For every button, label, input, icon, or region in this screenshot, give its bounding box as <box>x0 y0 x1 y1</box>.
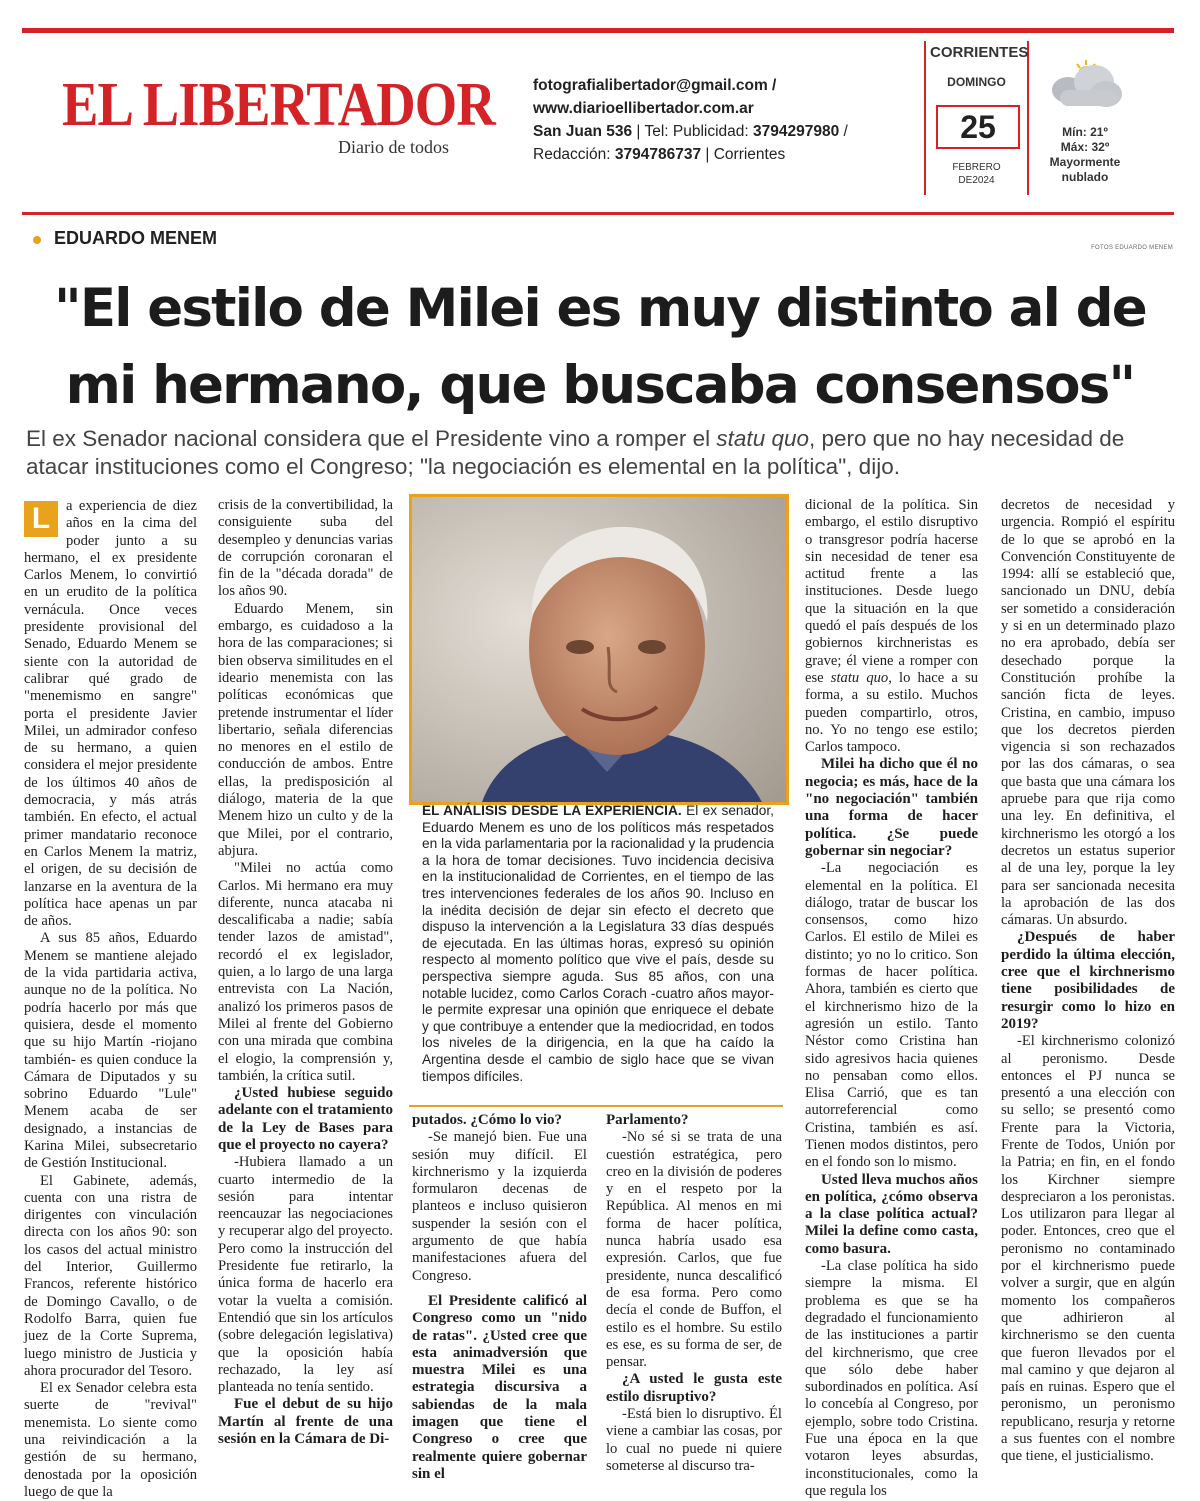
paragraph: -Se manejó bien. Fue una sesión muy difícil. El kirchnerismo y la izquierda formularon decenas de planteos e incluso quisieron suspender la sesión con el argumento de que había manifestaciones afuera del Congreso. <box>412 1129 587 1284</box>
date-city: CORRIENTES <box>930 44 1029 61</box>
paragraph: A sus 85 años, Eduardo Menem se mantiene alejado de la vida partidaria activa, aunque no de la política. No podría hacerlo por más que quisiera, desde el momento que su hijo Martín -riojano también- es quien conduce la Cámara de Diputados y su sobrino Eduardo "Lule" Menem acaba de ser designado, a instancias de Karina Milei, subsecretario de Gestión Institucional. <box>24 930 197 1172</box>
paragraph-part: , lo hace a su forma, a su estilo. Muchos pueden compartirlo, otros, no. Yo no tengo ese estilo; Carlos tampoco. <box>805 669 978 756</box>
article-column-1 <box>24 497 197 1501</box>
contact-redaccion-number: 3794786737 <box>614 146 702 163</box>
paragraph: -Está bien lo disruptivo. Él viene a cambiar las cosas, por lo cual no puede ni quiere someterse al discurso tra- <box>606 1406 782 1474</box>
paragraph: "Milei no actúa como Carlos. Mi hermano era muy diferente, nunca atacaba ni descalificaba a nadie; sabía tender lazos de amistad", recordó el ex legislador, quien, a lo largo de una larga entrevista con La Nación, analizó los primeros pasos de Milei al frente del Gobierno con una mirada que combina el elogio, la comprensión y, también, la crítica sutil. <box>218 860 393 1084</box>
article-column-3 <box>412 1112 587 1483</box>
interview-question: El Presidente calificó al Congreso como un "nido de ratas". ¿Usted cree que esta animadversión que muestra Milei es una estrategia discursiva a sabiendas de la mala imagen que tiene el Congreso o cree que realmente quiere gobernar sin el <box>412 1292 587 1482</box>
paragraph: -El kirchnerismo colonizó al peronismo. Desde entonces el PJ nunca se presentó a una elección con su sello; se presentó como Frente para la Victoria, Frente de Todos, Unión por la Patria; en fin, en el fondo los Kirchner siempre despreciaron a los peronistas. Los utilizaron para llegar al poder. Entonces, creo que el peronismo no contaminado por el kirchnerismo puede volver a surgir, que en algún momento los compañeros que adhirieron al kirchnerismo se den cuenta que fueron llevados por el mal camino y que dejaron al país en ruinas. Espero que el peronismo, un peronismo republicano, resurja y retorne a sus fuentes con el nombre que tiene, el justicialismo. <box>1001 1033 1175 1465</box>
masthead-bottom-rule <box>22 212 1174 215</box>
paragraph: decretos de necesidad y urgencia. Rompió el espíritu de lo que se aprobó en la Convención Constituyente de 1994: allí se estableció que, sancionado un DNU, debía ser sometido a consideración y si en un determinado plazo no era aprobado, debía ser desechado porque la Constitución prohíbe la sanción ficta de leyes. Cristina, en cambio, impuso que los decretos pierden vigencia si son rechazados por las dos cámaras, o sea que basta que una cámara los apruebe para que rija como una ley. En definitiva, el kirchnerismo les otorgó a los decretos un estatus superior al de una ley, porque la ley para ser sancionada necesita la aprobación de las dos cámaras. Un absurdo. <box>1001 497 1175 929</box>
contact-tel-label: | Tel: Publicidad: <box>636 123 749 140</box>
contact-website[interactable]: www.diarioellibertador.com.ar <box>533 100 754 117</box>
subhead-italic: statu quo <box>716 426 809 451</box>
weather-min: Mín: 21º <box>1062 125 1108 139</box>
drop-cap: L <box>24 501 58 537</box>
paragraph: -Hubiera llamado a un cuarto intermedio de la sesión para intentar reencauzar las negociaciones y recuperar algo del proyecto. Pero como la instrucción del Presidente fue retirarlo, la única forma de hacerlo era votar la vuelta a comisión. Entendió que sin los artículos (sobre delegación legislativa) que la oposición había rechazado, la ley así planteada no tenía sentido. <box>218 1154 393 1396</box>
section-label[interactable]: EDUARDO MENEM <box>54 228 218 248</box>
contact-redaccion-suffix: | Corrientes <box>705 146 786 163</box>
contact-address: San Juan 536 <box>533 123 633 140</box>
contact-email[interactable]: fotografialibertador@gmail.com / <box>533 77 777 94</box>
section-bullet-icon <box>33 236 41 244</box>
lead-paragraph <box>24 498 197 930</box>
paragraph-part: dicional de la política. Sin embargo, el estilo disruptivo o transgresor podría hacerse sin necesidad de tener esa actitud frente a las instituciones. Desde luego que la situación en la que quedó el país después de los gobiernos kirchneristas es grave; él viene a romper con ese <box>805 497 978 686</box>
paragraph: -La clase política ha sido siempre la misma. El problema es que se ha degradado el funcionamiento de las instituciones a partir del kirchnerismo, que cree que sólo debe haber subordinados en política. Así lo concebía al Congreso, por ejemplo, sobre todo Cristina. Fue una época en la que votaron leyes absurdas, inconstitucionales, como la que regula los <box>805 1258 978 1499</box>
contact-redaccion-label: Redacción: <box>533 146 611 163</box>
weather-condition: Mayormente nublado <box>1049 155 1121 184</box>
weather-info <box>1030 125 1140 185</box>
subhead-part-2: , pero que no hay necesidad de atacar instituciones como el Congreso; "la negociación es elemental en la política", dijo. <box>26 426 1125 479</box>
interview-question: ¿Después de haber perdido la última elección, cree que el kirchnerismo tiene posibilidades de resurgir como lo hizo en 2019? <box>1001 929 1175 1032</box>
headline <box>22 270 1178 424</box>
paragraph: -La negociación es elemental en la política. El diálogo, tratar de buscar los consensos, como hizo Carlos. El estilo de Milei es distinto; yo no lo critico. Son formas de hacer política. Ahora, también es cierto que el kirchnerismo hizo de la agresión un estilo. Tanto Néstor como Cristina han sido agresivos hacia quienes no pensaban como ellos. Elisa Carrió, que es tan autorreferencial como Cristina, también es así. Tienen modos distintos, pero en el fondo son lo mismo. <box>805 860 978 1171</box>
contact-block <box>533 74 848 166</box>
paragraph: -No sé si se trata de una cuestión estratégica, pero creo en la división de poderes y en el respeto por la República. Al menos en mi forma de hacer política, nunca habría usado esa expresión. Carlos, que fue presidente, nunca descalificó de esa forma. Pero como decía el conde de Buffon, el estilo es el hombre. Su estilo es ese, es su forma de ser, de pensar. <box>606 1129 782 1371</box>
interview-question: Usted lleva muchos años en política, ¿cómo observa a la clase política actual? Milei la define como casta, como basura. <box>805 1171 978 1257</box>
paragraph: El ex Senador celebra esta suerte de "revival" menemista. Lo siente como una reivindicación a la gestión de su hermano, denostada por la oposición luego de que la <box>24 1380 197 1500</box>
subheadline <box>26 425 1176 481</box>
paragraph <box>805 497 978 756</box>
interview-question: Milei ha dicho que él no negocia; es más, hace de la "no negociación" también una forma de hacer política. ¿Se puede gobernar sin negociar? <box>805 756 978 859</box>
paragraph-italic: statu quo <box>830 669 889 686</box>
interview-question: Parlamento? <box>606 1112 689 1128</box>
masthead-logo[interactable]: EL LIBERTADOR <box>62 71 495 139</box>
paragraph: a experiencia de diez años en la cima del poder junto a su hermano, el ex presidente Carlos Menem, lo convirtió en un erudito de la política vernácula. Once veces presidente provisional del Senado, Eduardo Menem se siente con la autoridad de calibrar qué grado de "menemismo en sangre" porta el presidente Javier Milei, un admirador confeso de su hermano, a quien considera el mejor presidente de los últimos 40 años de democracia, y más atrás también. En efecto, el actual primer mandatario reconoce en Carlos Menem la matriz, el origen, de su decisión de lanzarse en la aventura de la política hace apenas un par de años. <box>24 498 197 930</box>
article-column-6 <box>1001 497 1175 1466</box>
date-month-year <box>926 161 1027 187</box>
date-weekday: DOMINGO <box>947 75 1006 89</box>
portrait-image <box>412 497 786 802</box>
paragraph: El Gabinete, además, cuenta con una ristra de dirigentes con vinculación directa con los años 90: son los casos del actual ministro del Interior, Guillermo Francos, referente histórico de Domingo Cavallo, o de Rodolfo Barra, quien fue juez de la Corte Suprema, luego ministro de Justicia y ahora procurador del Tesoro. <box>24 1172 197 1379</box>
caption-bottom-rule <box>409 1105 783 1107</box>
portrait-photo[interactable] <box>409 494 789 805</box>
date-day: 25 <box>936 105 1020 149</box>
caption-title: EL ANÁLISIS DESDE LA EXPERIENCIA. <box>422 803 682 818</box>
date-month: FEBRERO <box>952 162 1001 173</box>
headline-line-2: mi hermano, que buscaba consensos" <box>65 355 1135 416</box>
date-box <box>924 41 1029 195</box>
caption-text: El ex senador, Eduardo Menem es uno de los políticos más respetados en la vida parlamentaria por la racionalidad y la prudencia a la hora de tomar decisiones. Tuvo incidencia decisiva en la institucionalidad de Corrientes, en el tiempo de las tres intervenciones federales de los años 90. Incluso en la inédita decisión de dejar sin efecto el decreto que dispuso la intervención a la Legislatura 33 días después de ejecutada. En las últimas horas, expresó su opinión respecto al momento político que vive el país, desde su perspectiva siempre aguda. Sus 85 años, con una notable lucidez, como Carlos Corach -cuatro años mayor- le permite expresar una opinión que enriquece el debate y que contribuye a entender que la mediocridad, en todos los niveles de la dirigencia, en la que ha caído la Argentina desde el cambio de siglo hace que se vivan tiempos difíciles. <box>422 803 774 1084</box>
top-red-rule <box>22 28 1174 33</box>
article-column-4 <box>606 1112 782 1475</box>
paragraph: crisis de la convertibilidad, la consiguiente suba del desempleo y denuncias varias de corrupción coronaran el fin de la "década dorada" de los años 90. <box>218 497 393 600</box>
headline-line-1: "El estilo de Milei es muy distinto al de <box>54 278 1146 339</box>
article-column-2 <box>218 497 393 1448</box>
photo-credit: FOTOS EDUARDO MENEM <box>1091 245 1173 251</box>
subhead-part-1: El ex Senador nacional considera que el Presidente vino a romper el <box>26 426 717 451</box>
interview-question: putados. ¿Cómo lo vio? <box>412 1112 563 1128</box>
date-year: DE2024 <box>958 175 995 186</box>
interview-question: ¿A usted le gusta este estilo disruptivo? <box>606 1371 782 1405</box>
contact-tel-number: 3794297980 <box>753 123 840 140</box>
article-column-5 <box>805 497 978 1500</box>
interview-question: Fue el debut de su hijo Martín al frente de una sesión en la Cámara de Di- <box>218 1396 393 1448</box>
contact-tel-suffix: / <box>843 123 848 140</box>
photo-caption <box>422 803 774 1085</box>
weather-max: Máx: 32º <box>1060 140 1110 154</box>
masthead-tagline: Diario de todos <box>338 137 449 157</box>
paragraph: Eduardo Menem, sin embargo, es cuidadoso a la hora de las comparaciones; si bien observa similitudes en el ideario menemista con las políticas económicas que pretende instrumentar el líder libertario, señala diferencias no menores en el estilo de conducción de ambos. Entre ellas, la predisposición al diálogo, materia de la que Menem hizo un culto y de la que Milei, por el contrario, abjura. <box>218 600 393 859</box>
interview-question: ¿Usted hubiese seguido adelante con el tratamiento de la Ley de Bases para que el proyecto no cayera? <box>218 1085 393 1153</box>
partly-cloudy-icon <box>1046 56 1124 112</box>
